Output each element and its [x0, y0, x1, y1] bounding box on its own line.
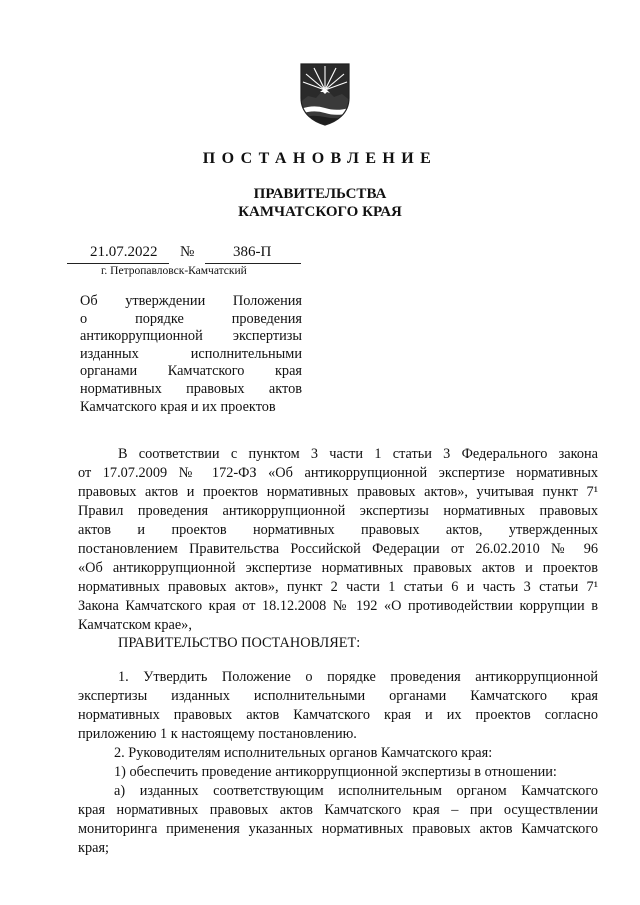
subject-line: органами Камчатского края: [80, 363, 302, 380]
subject-line: Камчатского края и их проектов: [80, 398, 276, 415]
date-underline: [67, 263, 169, 264]
item-line: экспертизы изданных исполнительными органами Камчатского края: [78, 688, 598, 704]
item-line: 1. Утвердить Положение о порядке проведения антикоррупционной: [118, 669, 598, 685]
subject-line: антикоррупционной экспертизы: [80, 328, 302, 345]
preamble-line: постановлением Правительства Российской Федерации от 26.02.2010 № 96: [78, 541, 598, 557]
preamble-line: актов и проектов нормативных правовых актов, утвержденных: [78, 522, 598, 538]
kamchatka-coat-of-arms-icon: [298, 60, 352, 126]
resolution-heading: ПРАВИТЕЛЬСТВО ПОСТАНОВЛЯЕТ:: [118, 635, 361, 651]
preamble-line: «Об антикоррупционной экспертизе нормативных правовых актов и проектов: [78, 560, 598, 576]
number-sign: №: [180, 244, 195, 260]
item-line: края нормативных правовых актов Камчатского края – при осуществлении: [78, 802, 598, 818]
subject-line: Об утверждении Положения: [80, 293, 302, 309]
preamble-line: правовых актов и проектов нормативных правовых актов», учитывая пункт 7¹: [78, 484, 598, 500]
document-type-title: ПОСТАНОВЛЕНИЕ: [202, 150, 438, 167]
item-line: края;: [78, 840, 109, 856]
subject-line: нормативных правовых актов: [80, 380, 302, 397]
item-line: а) изданных соответствующим исполнительным органом Камчатского: [114, 783, 598, 799]
issuer-line-2: КАМЧАТСКОГО КРАЯ: [238, 204, 402, 220]
subject-line: о порядке проведения: [80, 310, 302, 327]
preamble-line: от 17.07.2009 № 172-ФЗ «Об антикоррупционной экспертизе нормативных: [78, 465, 598, 481]
preamble-line: нормативных правовых актов», пункт 2 части 1 статьи 6 и часть 3 статьи 7¹: [78, 579, 598, 595]
resolution-items: [78, 668, 598, 858]
preamble-paragraph: [78, 445, 598, 635]
city-name: г. Петропавловск-Камчатский: [101, 265, 247, 277]
preamble-line: Закона Камчатского края от 18.12.2008 № 192 «О противодействии коррупции в: [78, 598, 598, 614]
preamble-line: В соответствии с пунктом 3 части 1 статьи 3 Федерального закона: [118, 446, 598, 462]
issuer-line-1: ПРАВИТЕЛЬСТВА: [253, 186, 387, 202]
preamble-line: Камчатском крае»,: [78, 617, 192, 633]
subject-line: изданных исполнительными: [80, 345, 302, 362]
document-subject: [80, 293, 302, 416]
item-line: 1) обеспечить проведение антикоррупционной экспертизы в отношении:: [114, 764, 557, 780]
item-line: нормативных правовых актов Камчатского края и их проектов согласно: [78, 707, 598, 723]
preamble-line: Правил проведения антикоррупционной экспертизы нормативных правовых: [78, 503, 598, 519]
item-line: мониторинга применения указанных нормативных правовых актов Камчатского: [78, 821, 598, 837]
document-date: 21.07.2022: [90, 244, 158, 260]
item-line: приложению 1 к настоящему постановлению.: [78, 726, 357, 742]
document-number: 386-П: [233, 244, 272, 260]
number-underline: [205, 263, 301, 264]
item-line: 2. Руководителям исполнительных органов Камчатского края:: [114, 745, 493, 761]
